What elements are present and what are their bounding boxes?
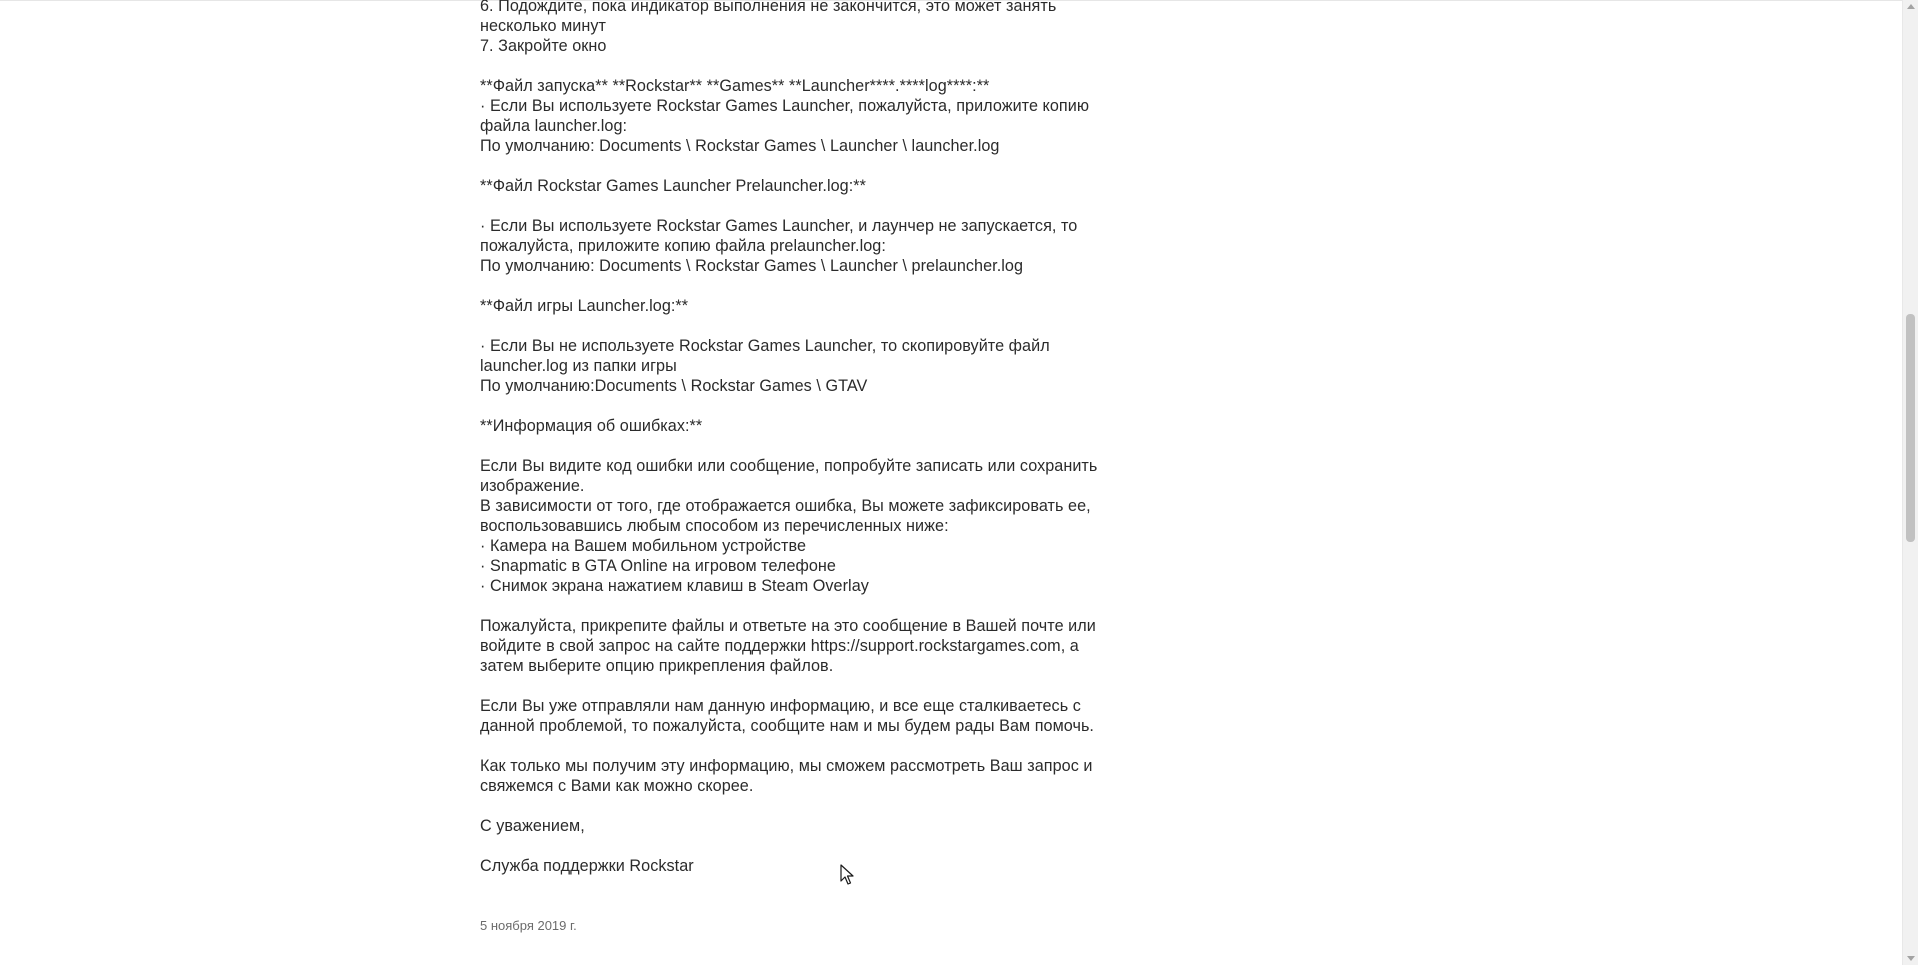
message-line: Как только мы получим эту информацию, мы сможем рассмотреть Ваш запрос и: [480, 757, 1093, 775]
message-line: С уважением,: [480, 817, 585, 835]
blank-line: [480, 436, 1120, 456]
message-line: По умолчанию: Documents \ Rockstar Games \ Launcher \ launcher.log: [480, 137, 1000, 155]
message-line: 6. Подождите, пока индикатор выполнения не закончится, это может занять: [480, 0, 1057, 15]
blank-line: [480, 836, 1120, 856]
message-line: По умолчанию:Documents \ Rockstar Games \ GTAV: [480, 377, 868, 395]
message-line: свяжемся с Вами как можно скорее.: [480, 777, 754, 795]
message-line: · Snapmatic в GTA Online на игровом телефоне: [480, 557, 836, 575]
message-line: **Файл игры Launcher.log:**: [480, 297, 689, 315]
message-line: данной проблемой, то пожалуйста, сообщите нам и мы будем рады Вам помочь.: [480, 717, 1094, 735]
mouse-pointer-icon: [840, 864, 854, 886]
scroll-up-arrow-icon[interactable]: [1907, 4, 1915, 9]
message-line: Пожалуйста, прикрепите файлы и ответьте на это сообщение в Вашей почте или: [480, 617, 1096, 635]
message-line: 7. Закройте окно: [480, 37, 607, 55]
blank-line: [480, 796, 1120, 816]
message-line: **Файл запуска** **Rockstar** **Games** **Launcher****.****log****:**: [480, 77, 990, 95]
message-line: · Если Вы не используете Rockstar Games Launcher, то скопировуйте файл: [480, 337, 1050, 355]
message-line: **Информация об ошибках:**: [480, 417, 703, 435]
message-line: · Если Вы используете Rockstar Games Launcher, пожалуйста, приложите копию: [480, 97, 1090, 115]
message-line: пожалуйста, приложите копию файла prelauncher.log:: [480, 237, 886, 255]
message-line: Если Вы видите код ошибки или сообщение, попробуйте записать или сохранить: [480, 457, 1098, 475]
scrollbar-thumb[interactable]: [1906, 314, 1915, 542]
blank-line: [480, 156, 1120, 176]
message-line: · Если Вы используете Rockstar Games Launcher, и лаунчер не запускается, то: [480, 217, 1078, 235]
page-scrollbar[interactable]: [1902, 0, 1918, 965]
message-line: **Файл Rockstar Games Launcher Prelauncher.log:**: [480, 177, 866, 195]
message-line: изображение.: [480, 477, 585, 495]
message-line: В зависимости от того, где отображается ошибка, Вы можете зафиксировать ее,: [480, 497, 1091, 515]
message-line: · Камера на Вашем мобильном устройстве: [480, 537, 806, 555]
message-line: Если Вы уже отправляли нам данную информацию, и все еще сталкиваетесь с: [480, 697, 1081, 715]
message-line: затем выберите опцию прикрепления файлов.: [480, 657, 834, 675]
message-date: 5 ноября 2019 г.: [480, 918, 577, 933]
message-line: · Снимок экрана нажатием клавиш в Steam Overlay: [480, 577, 869, 595]
blank-line: [480, 316, 1120, 336]
blank-line: [480, 276, 1120, 296]
message-body: [480, 0, 1120, 876]
message-line: По умолчанию: Documents \ Rockstar Games \ Launcher \ prelauncher.log: [480, 257, 1023, 275]
blank-line: [480, 56, 1120, 76]
blank-line: [480, 196, 1120, 216]
message-line: файла launcher.log:: [480, 117, 628, 135]
message-line: войдите в свой запрос на сайте поддержки https://support.rockstargames.com, а: [480, 637, 1079, 655]
scroll-down-arrow-icon[interactable]: [1907, 956, 1915, 961]
blank-line: [480, 396, 1120, 416]
blank-line: [480, 736, 1120, 756]
message-line: воспользовавшись любым способом из перечисленных ниже:: [480, 517, 949, 535]
blank-line: [480, 596, 1120, 616]
message-line: Служба поддержки Rockstar: [480, 857, 694, 875]
message-line: несколько минут: [480, 17, 606, 35]
message-line: launcher.log из папки игры: [480, 357, 677, 375]
blank-line: [480, 676, 1120, 696]
